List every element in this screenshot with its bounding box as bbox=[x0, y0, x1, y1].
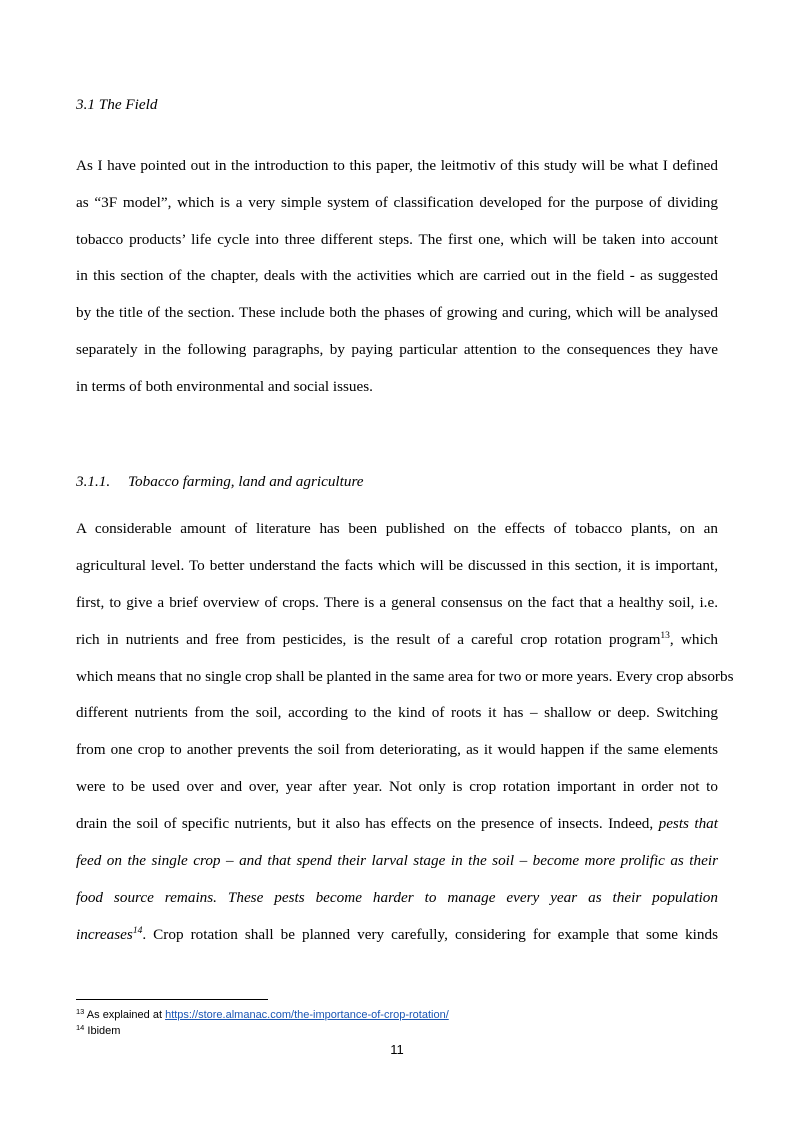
paragraph-line bbox=[76, 815, 718, 833]
paragraph-line: first, to give a brief overview of crops. There is a general consensus on the fact that a healthy soil, i.e. bbox=[76, 594, 718, 611]
section-heading: 3.1 The Field bbox=[76, 96, 158, 113]
paragraph-line bbox=[76, 926, 718, 944]
line-text: . Crop rotation shall be planned very carefully, considering for example that some kinds bbox=[142, 926, 718, 943]
footnote-number: 14 bbox=[76, 1023, 85, 1032]
paragraph-line: tobacco products’ life cycle into three different steps. The first one, which will be taken into account bbox=[76, 231, 718, 248]
paragraph-line: As I have pointed out in the introduction to this paper, the leitmotiv of this study will be what I defined bbox=[76, 157, 718, 174]
line-text: , which bbox=[669, 631, 718, 648]
footnote-text: As explained at bbox=[86, 1009, 166, 1021]
footnote-divider bbox=[76, 999, 268, 1000]
paragraph-line: food source remains. These pests become harder to manage every year as their population bbox=[76, 889, 718, 906]
paragraph-line: different nutrients from the soil, according to the kind of roots it has – shallow or deep. Switching bbox=[76, 704, 718, 721]
paragraph-line: feed on the single crop – and that spend their larval stage in the soil – become more prolific as their bbox=[76, 852, 718, 869]
paragraph-line: A considerable amount of literature has been published on the effects of tobacco plants, on an bbox=[76, 520, 718, 537]
line-text: rich in nutrients and free from pesticides, is the result of a careful crop rotation program bbox=[76, 631, 661, 648]
footnote-ref-14[interactable]: 14 bbox=[132, 926, 143, 936]
paragraph-line: were to be used over and over, year after year. Not only is crop rotation important in order not to bbox=[76, 778, 718, 795]
paragraph-line: agricultural level. To better understand the facts which will be discussed in this section, it is important, bbox=[76, 557, 718, 574]
paragraph-line: in terms of both environmental and social issues. bbox=[76, 378, 373, 395]
paragraph-line: from one crop to another prevents the soil from deteriorating, as it would happen if the same elements bbox=[76, 741, 718, 758]
subsection-number: 3.1.1. bbox=[76, 473, 111, 490]
paragraph-line: in this section of the chapter, deals with the activities which are carried out in the field - as suggested bbox=[76, 267, 718, 284]
paragraph-line: which means that no single crop shall be planted in the same area for two or more years. Every crop absorbs bbox=[76, 668, 734, 685]
line-text: drain the soil of specific nutrients, but it also has effects on the presence of insects. Indeed, bbox=[76, 815, 659, 832]
footnote-13 bbox=[76, 1009, 449, 1021]
paragraph-line bbox=[76, 631, 718, 649]
footnote-number: 13 bbox=[76, 1007, 85, 1016]
subsection-title: Tobacco farming, land and agriculture bbox=[128, 473, 364, 490]
paragraph-line: by the title of the section. These include both the phases of growing and curing, which will be analysed bbox=[76, 304, 718, 321]
quote-text: pests that bbox=[658, 815, 718, 832]
quote-text: increases bbox=[76, 926, 133, 943]
footnote-link[interactable]: https://store.almanac.com/the-importance-of-crop-rotation/ bbox=[165, 1009, 449, 1021]
paragraph-line: separately in the following paragraphs, by paying particular attention to the consequences they have bbox=[76, 341, 718, 358]
footnote-ref-13[interactable]: 13 bbox=[660, 631, 670, 641]
paragraph-line: as “3F model”, which is a very simple system of classification developed for the purpose of dividing bbox=[76, 194, 718, 211]
subsection-heading bbox=[76, 473, 364, 491]
footnote-text: Ibidem bbox=[87, 1025, 121, 1037]
page-number: 11 bbox=[390, 1042, 404, 1057]
footnote-14 bbox=[76, 1025, 120, 1037]
